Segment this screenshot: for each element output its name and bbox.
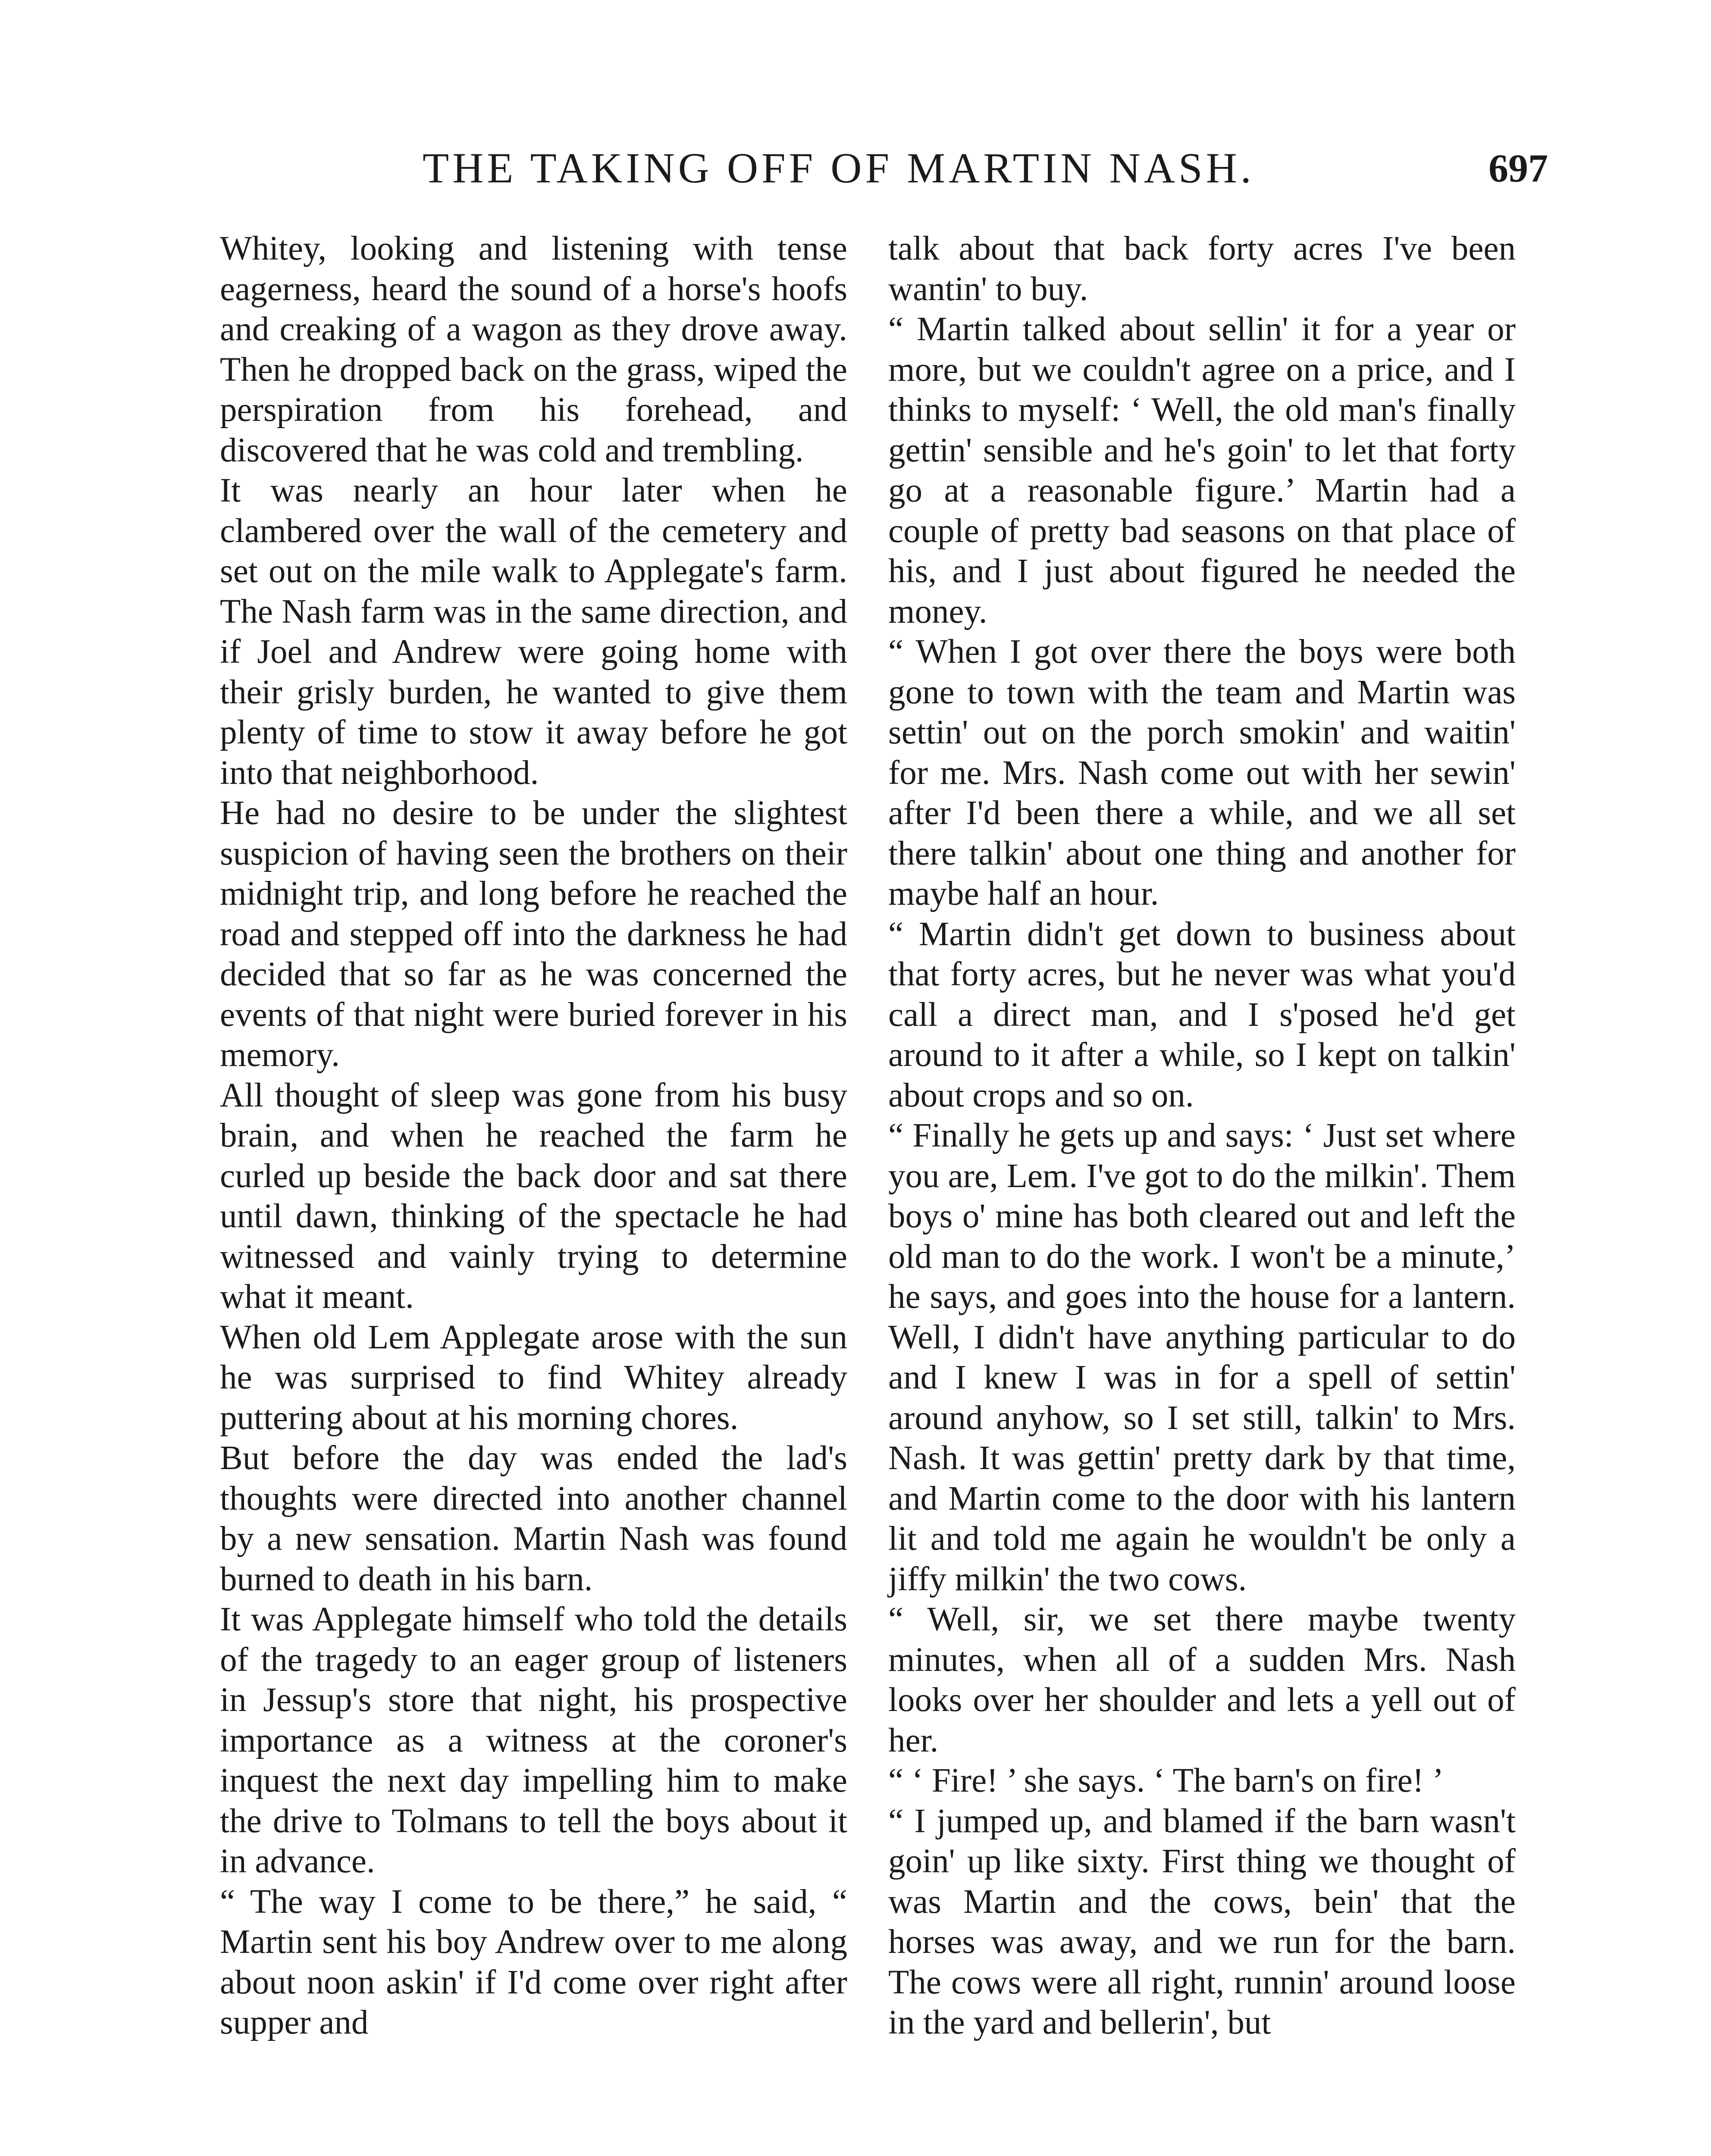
paragraph: “ Well, sir, we set there maybe twenty minutes, when all of a sudden Mrs. Nash looks over her shoulder and lets a yell out of her. (888, 1601, 1516, 1759)
page-number: 697 (1489, 146, 1548, 190)
paragraph: “ I jumped up, and blamed if the barn wasn't goin' up like sixty. First thing we thought of was Martin and the cows, bein' that the horses was away, and we run for the barn. The cows were all right, runnin' around loose in the yard and bellerin', but (888, 1802, 1516, 2041)
paragraph: “ Martin talked about sellin' it for a year or more, but we couldn't agree on a price, and I thinks to myself: ‘ Well, the old man's finally gettin' sensible and he's goin' to let that forty go at a reasonable figure.’ Martin had a couple of pretty bad seasons on that place of his, and I just about figured he needed the money. (888, 310, 1516, 630)
paragraph: Whitey, looking and listening with tense eagerness, heard the sound of a horse's hoofs and creaking of a wagon as they drove away. Then he dropped back on the grass, wiped the perspiration from his forehead, and discovered that he was cold and trembling. (220, 230, 847, 469)
paragraph: When old Lem Applegate arose with the sun he was surprised to find Whitey already puttering about at his morning chores. (220, 1318, 847, 1437)
paragraph: “ When I got over there the boys were both gone to town with the team and Martin was settin' out on the porch smokin' and waitin' for me. Mrs. Nash come out with her sewin' after I'd been there a while, and we all set there talkin' about one thing and another for maybe half an hour. (888, 633, 1516, 912)
paragraph: It was Applegate himself who told the details of the tragedy to an eager group of listeners in Jessup's store that night, his prospective importance as a witness at the coroner's inquest the next day impelling him to make the drive to Tolmans to tell the boys about it in advance. (220, 1601, 847, 1880)
paragraph: “ Martin didn't get down to business about that forty acres, but he never was what you'd call a direct man, and I s'posed he'd get around to it after a while, so I kept on talkin' about crops and so on. (888, 915, 1516, 1114)
running-header (224, 142, 1565, 198)
paragraph: But before the day was ended the lad's thoughts were directed into another channel by a new sensation. Martin Nash was found burned to death in his barn. (220, 1439, 847, 1598)
paragraph: “ The way I come to be there,” he said, “ Martin sent his boy Andrew over to me along about noon askin' if I'd come over right after supper and (220, 1883, 847, 2041)
paragraph: It was nearly an hour later when he clambered over the wall of the cemetery and set out on the mile walk to Applegate's farm. The Nash farm was in the same direction, and if Joel and Andrew were going home with their grisly burden, he wanted to give them plenty of time to stow it away before he got into that neighborhood. (220, 472, 847, 792)
paragraph: talk about that back forty acres I've been wantin' to buy. (888, 230, 1516, 308)
running-title: THE TAKING OFF OF MARTIN NASH. (423, 144, 1255, 192)
paragraph: All thought of sleep was gone from his busy brain, and when he reached the farm he curled up beside the back door and sat there until dawn, thinking of the spectacle he had witnessed and vainly trying to determine what it meant. (220, 1076, 847, 1316)
left-column (220, 229, 847, 2043)
right-column (888, 229, 1516, 2043)
paragraph: He had no desire to be under the slightest suspicion of having seen the brothers on their midnight trip, and long before he reached the road and stepped off into the darkness he had decided that so far as he was concerned the events of that night were buried forever in his memory. (220, 794, 847, 1074)
paragraph: “ ‘ Fire! ’ she says. ‘ The barn's on fire! ’ (888, 1762, 1444, 1799)
paragraph: “ Finally he gets up and says: ‘ Just set where you are, Lem. I've got to do the milkin'. Them boys o' mine has both cleared out and left the old man to do the work. I won't be a minute,’ he says, and goes into the house for a lantern. Well, I didn't have anything particular to do and I knew I was in for a spell of settin' around anyhow, so I set still, talkin' to Mrs. Nash. It was gettin' pretty dark by that time, and Martin come to the door with his lantern lit and told me again he wouldn't be only a jiffy milkin' the two cows. (888, 1117, 1516, 1598)
